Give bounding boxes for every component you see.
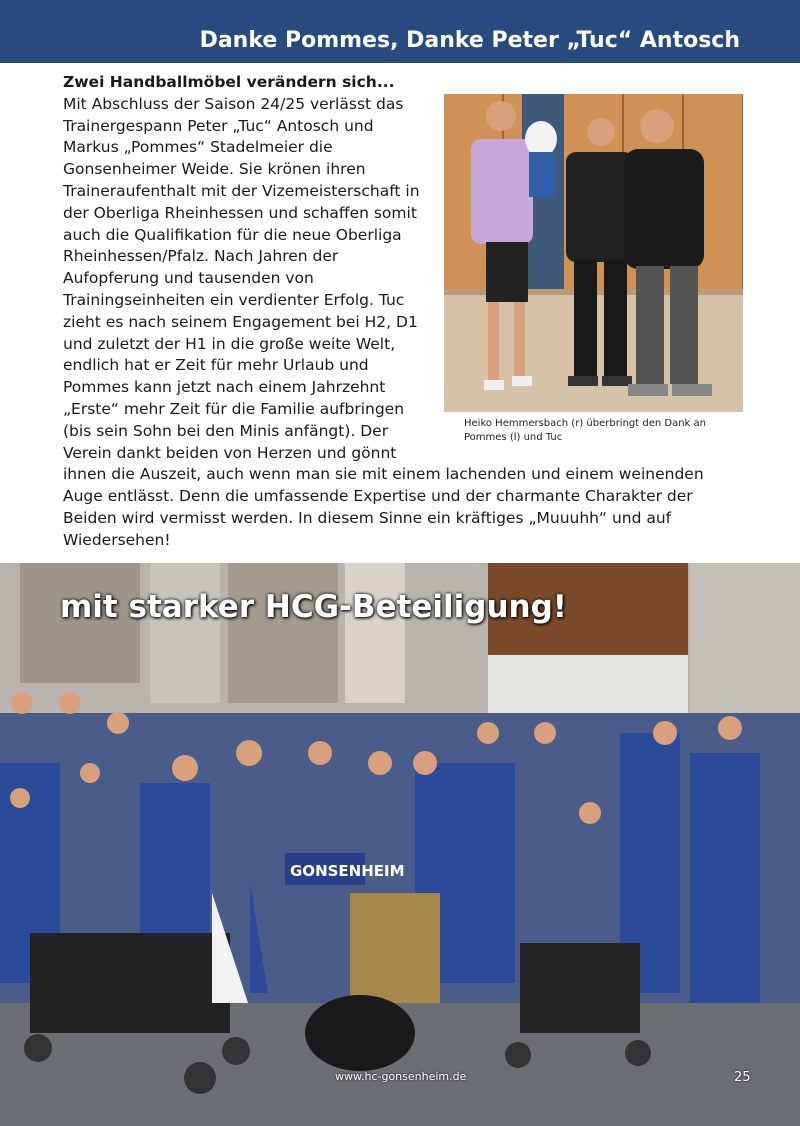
crowd-title: mit starker HCG-Beteiligung! — [60, 589, 567, 625]
page-title: Danke Pommes, Danke Peter „Tuc“ Antosch — [199, 28, 740, 53]
article — [63, 72, 743, 552]
crowd-photo — [0, 563, 800, 1126]
coaches-photo-illustration — [444, 94, 743, 412]
page-number: 25 — [734, 1070, 751, 1085]
footer-url: www.hc-gonsenheim.de — [335, 1070, 467, 1083]
crowd-banner-text: GONSENHEIM — [290, 862, 405, 880]
article-heading: Zwei Handballmöbel verändern sich... — [63, 73, 395, 91]
photo-block — [444, 94, 743, 445]
coaches-photo — [444, 94, 743, 412]
article-body: Mit Abschluss der Saison 24/25 verlässt das Trainergespann Peter „Tuc“ Antosch und Markus „Pommes“ Stadelmeier die Gonsenheimer Weide. Sie krönen ihren Traineraufenthalt mit der Vizemeisterschaft in der Oberliga Rheinhessen und schaffen somit auch die Qualifikation für die neue Oberliga Rheinhessen/Pfalz. Nach Jahren der Aufopferung und tausenden von Trainingseinheiten ein verdienter Erfolg. Tuc zieht es nach seinem Engagement bei H2, D1 und zuletzt der H1 in die große weite Welt, endlich hat er Zeit für mehr Urlaub und Pommes kann jetzt nach einem Jahrzehnt „Erste“ mehr Zeit für die Familie aufbringen (bis sein Sohn bei den Minis anfängt). Der Verein dankt beiden von Herzen und gönnt ihnen die Auszeit, auch wenn man sie mit einem lachenden und einem weinenden Auge entlässt. Denn die umfassende Expertise und der charmante Charakter der Beiden wird vermisst werden. In diesem Sinne ein kräftiges „Muuuhh“ und auf Wiedersehen! — [63, 94, 704, 549]
crowd-photo-illustration — [0, 563, 800, 1126]
page-header — [0, 0, 800, 63]
photo-caption: Heiko Hemmersbach (r) überbringt den Dank an Pommes (l) und Tuc — [464, 417, 706, 443]
